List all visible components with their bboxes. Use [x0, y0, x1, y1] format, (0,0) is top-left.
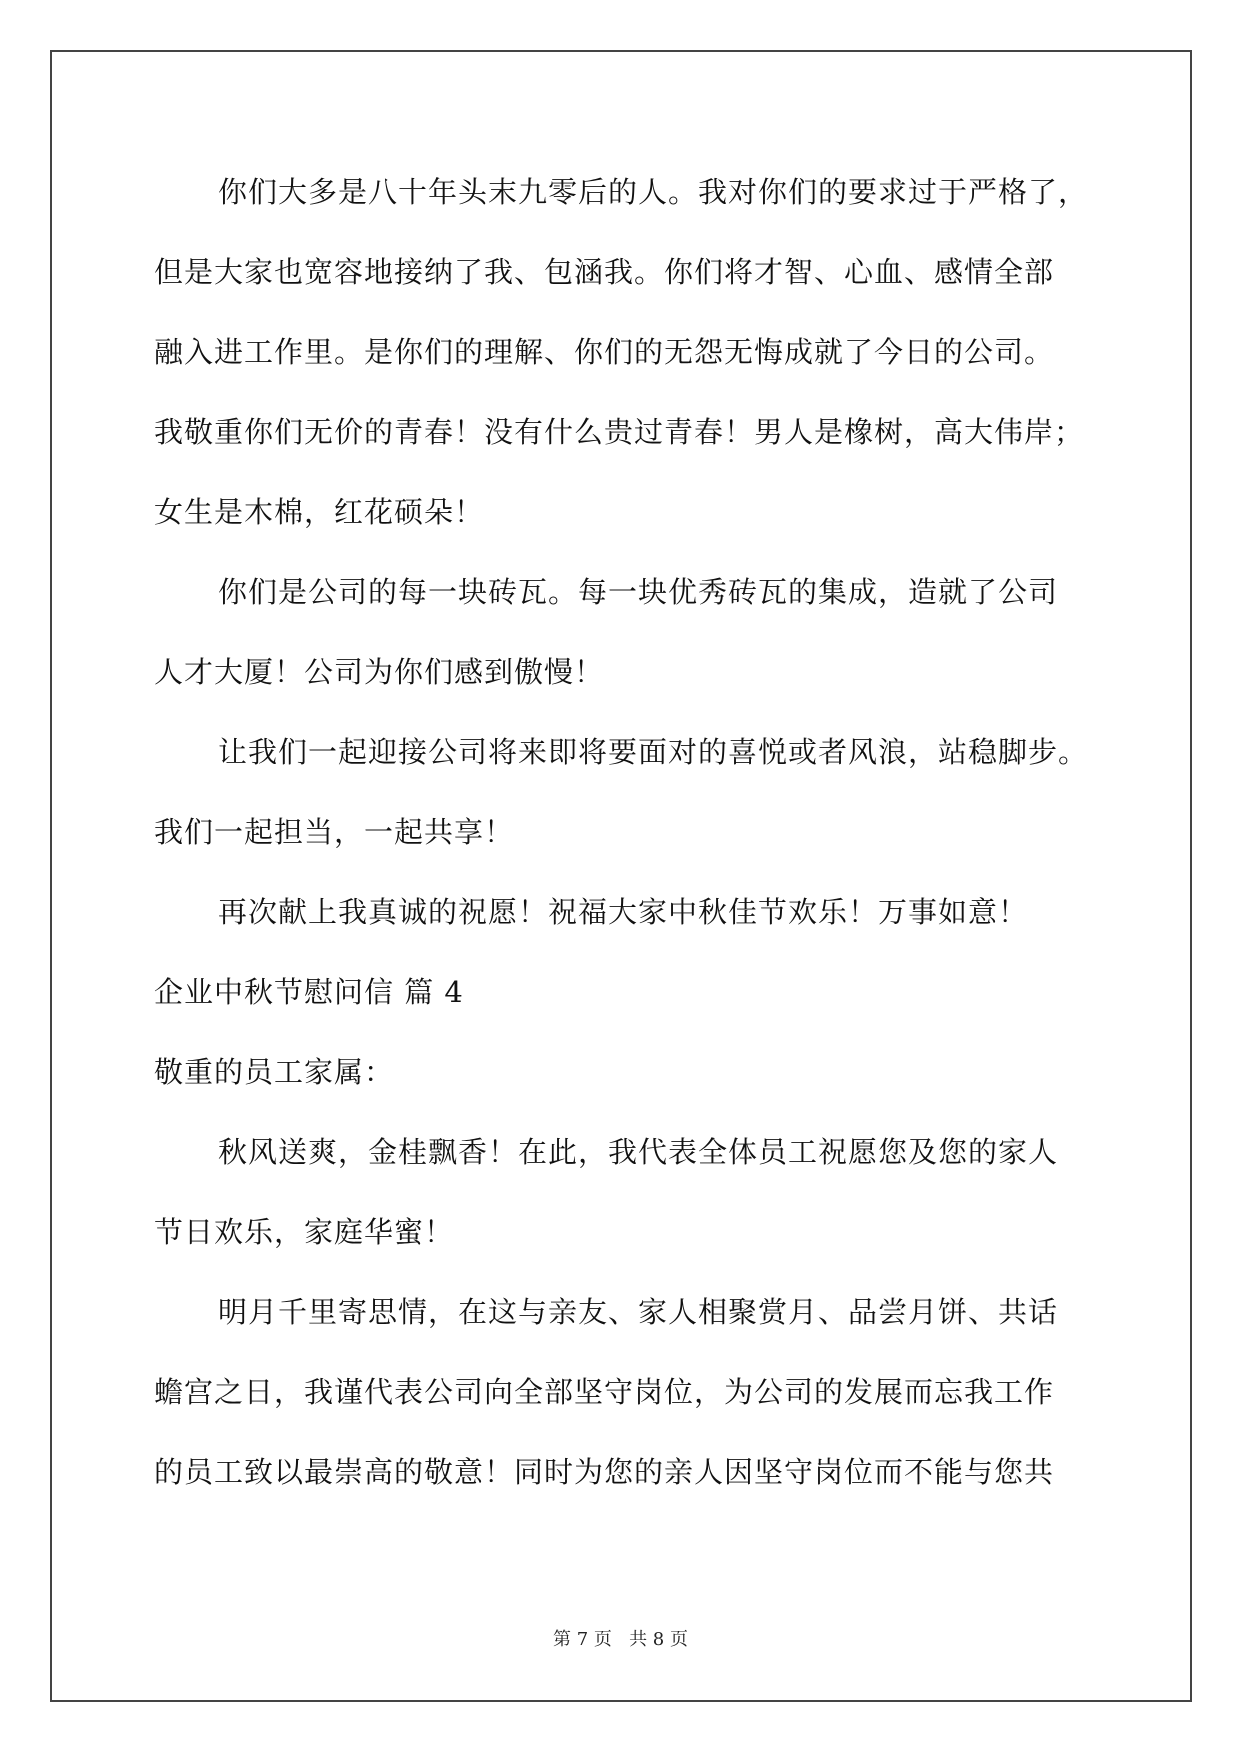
paragraph-line: 女生是木棉，红花硕朵！ [154, 495, 485, 529]
page-number-footer: 第 7 页 共 8 页 [553, 1629, 688, 1650]
paragraph-line: 人才大厦！公司为你们感到傲慢！ [154, 655, 605, 689]
paragraph-line: 但是大家也宽容地接纳了我、包涵我。你们将才智、心血、感情全部 [154, 255, 1055, 289]
paragraph-line: 明月千里寄思情，在这与亲友、家人相聚赏月、品尝月饼、共话 [218, 1295, 1059, 1329]
paragraph-line: 再次献上我真诚的祝愿！祝福大家中秋佳节欢乐！万事如意！ [218, 895, 1029, 929]
paragraph-line: 节日欢乐，家庭华蜜！ [154, 1215, 455, 1249]
paragraph-line: 蟾宫之日，我谨代表公司向全部坚守岗位，为公司的发展而忘我工作 [154, 1375, 1055, 1409]
paragraph-line: 秋风送爽，金桂飘香！在此，我代表全体员工祝愿您及您的家人 [218, 1135, 1059, 1169]
paragraph-line: 的员工致以最崇高的敬意！同时为您的亲人因坚守岗位而不能与您共 [154, 1455, 1055, 1489]
paragraph-line: 让我们一起迎接公司将来即将要面对的喜悦或者风浪，站稳脚步。 [218, 735, 1089, 769]
paragraph-line: 融入进工作里。是你们的理解、你们的无怨无悔成就了今日的公司。 [154, 335, 1055, 369]
paragraph-line: 我们一起担当，一起共享！ [154, 815, 515, 849]
paragraph-line: 你们大多是八十年头末九零后的人。我对你们的要求过于严格了， [218, 175, 1089, 209]
paragraph-line: 你们是公司的每一块砖瓦。每一块优秀砖瓦的集成，造就了公司 [218, 575, 1059, 609]
section-heading: 企业中秋节慰问信 篇 4 [154, 975, 464, 1009]
salutation: 敬重的员工家属： [154, 1055, 395, 1089]
paragraph-line: 我敬重你们无价的青春！没有什么贵过青春！男人是橡树，高大伟岸； [154, 415, 1085, 449]
